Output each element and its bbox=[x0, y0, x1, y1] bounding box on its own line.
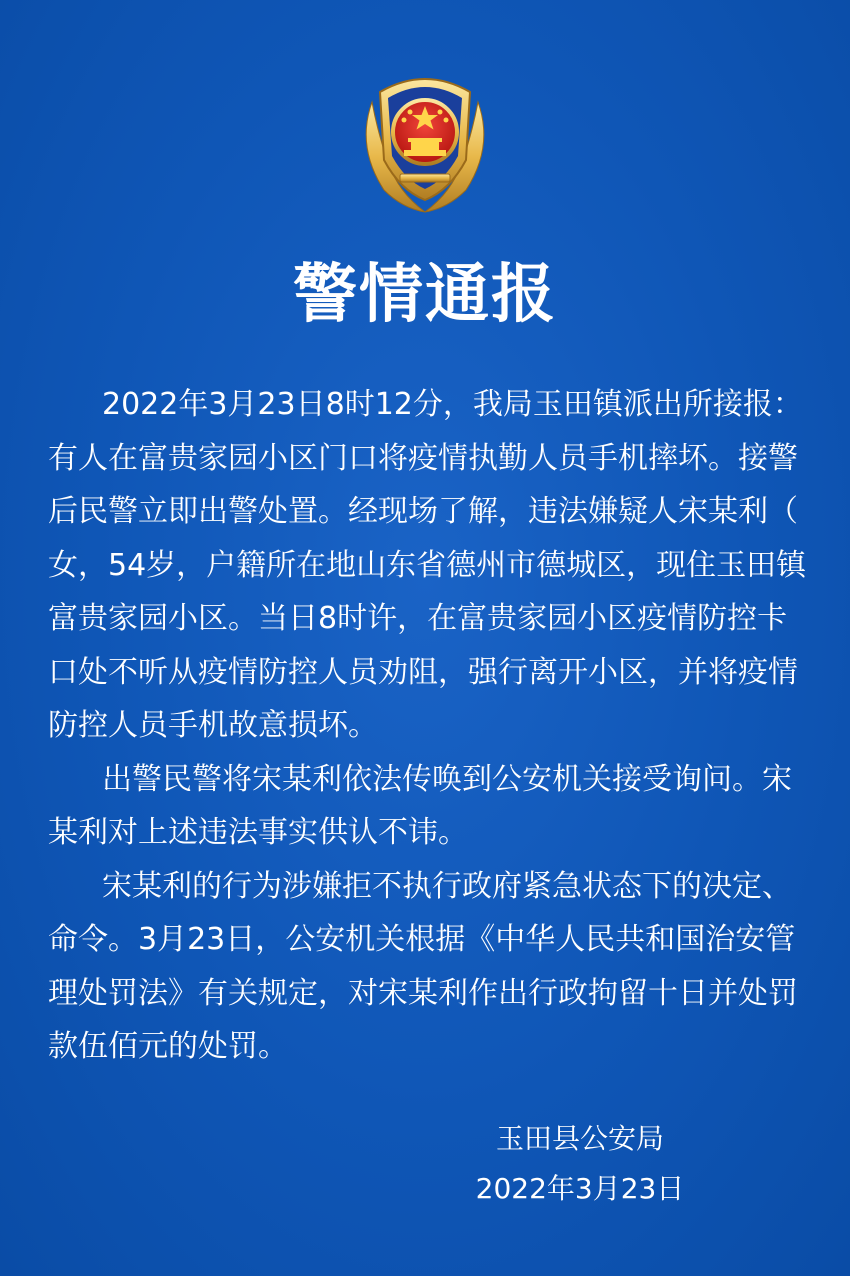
body-line: 口处不听从疫情防控人员劝阻，强行离开小区，并将疫情 bbox=[48, 654, 798, 690]
body-line: 理处罚法》有关规定，对宋某利作出行政拘留十日并处罚 bbox=[48, 975, 798, 1011]
body-line: 防控人员手机故意损坏。 bbox=[48, 708, 378, 743]
page-title: 警情通报 bbox=[293, 258, 557, 332]
signature-block bbox=[470, 1114, 690, 1214]
body-line: 宋某利的行为涉嫌拒不执行政府紧急状态下的决定、 bbox=[102, 868, 792, 904]
body-line: 富贵家园小区。当日8时许，在富贵家园小区疫情防控卡 bbox=[48, 601, 788, 636]
body-line: 后民警立即出警处置。经现场了解，违法嫌疑人宋某利（ bbox=[48, 494, 798, 529]
body-line: 女，54岁，户籍所在地山东省德州市德城区，现住玉田镇 bbox=[48, 547, 807, 583]
body-line: 出警民警将宋某利依法传唤到公安机关接受询问。宋 bbox=[102, 761, 792, 797]
body-line: 命令。3月23日，公安机关根据《中华人民共和国治安管 bbox=[48, 922, 796, 957]
police-emblem-icon bbox=[350, 62, 500, 217]
signature-org: 玉田县公安局 bbox=[495, 1122, 664, 1155]
body-line: 款伍佰元的处罚。 bbox=[48, 1029, 288, 1064]
body-line: 2022年3月23日8时12分，我局玉田镇派出所接报： bbox=[102, 387, 803, 422]
signature-date: 2022年3月23日 bbox=[475, 1172, 685, 1205]
notice-body bbox=[48, 378, 808, 1074]
body-line: 有人在富贵家园小区门口将疫情执勤人员手机摔坏。接警 bbox=[48, 440, 798, 476]
body-line: 某利对上述违法事实供认不讳。 bbox=[48, 815, 468, 850]
